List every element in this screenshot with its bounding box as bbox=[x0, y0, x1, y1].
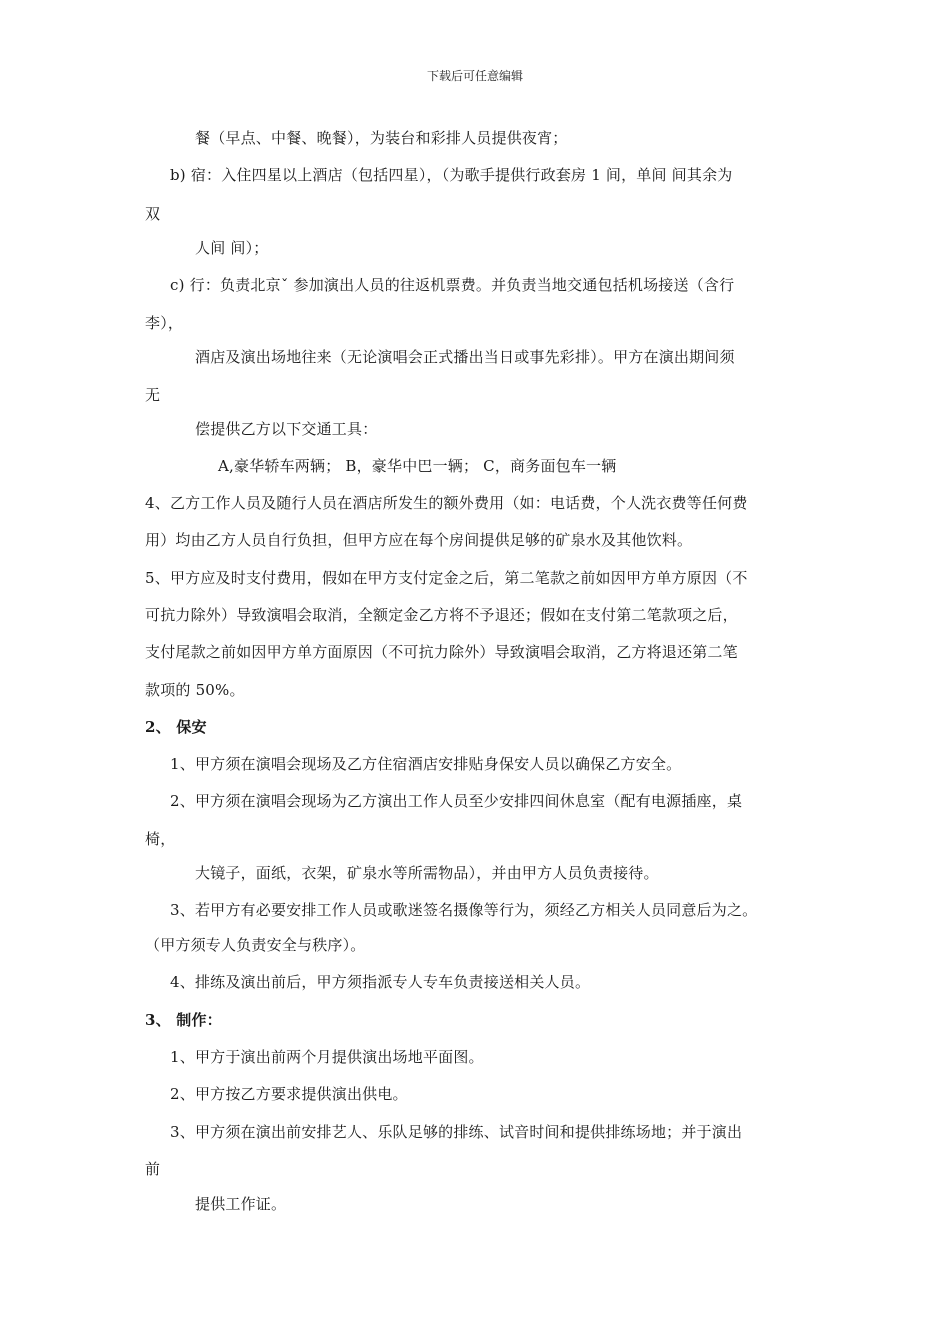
body-line: 大镜子，面纸，衣架，矿泉水等所需物品），并由甲方人员负责接待。 bbox=[195, 864, 659, 882]
body-line: 1、甲方须在演唱会现场及乙方住宿酒店安排贴身保安人员以确保乙方安全。 bbox=[170, 755, 682, 773]
body-line: A,豪华轿车两辆； B，豪华中巴一辆； C，商务面包车一辆 bbox=[218, 457, 617, 475]
body-line: 2、甲方须在演唱会现场为乙方演出工作人员至少安排四间休息室（配有电源插座，桌 bbox=[170, 792, 743, 810]
body-line: 3、甲方须在演出前安排艺人、乐队足够的排练、试音时间和提供排练场地；并于演出 bbox=[170, 1123, 743, 1141]
body-line: 4、排练及演出前后，甲方须指派专人专车负责接送相关人员。 bbox=[170, 973, 591, 991]
body-line: 人间 间）； bbox=[195, 239, 269, 257]
page-header: 下载后可任意编辑 bbox=[426, 69, 523, 83]
body-line: 餐（早点、中餐、晚餐），为装台和彩排人员提供夜宵； bbox=[195, 129, 568, 147]
body-line: 酒店及演出场地往来（无论演唱会正式播出当日或事先彩排）。甲方在演出期间须 bbox=[195, 348, 735, 366]
body-line: 2、甲方按乙方要求提供演出供电。 bbox=[170, 1085, 408, 1103]
body-line: 偿提供乙方以下交通工具： bbox=[195, 420, 378, 438]
body-line: 用）均由乙方人员自行负担，但甲方应在每个房间提供足够的矿泉水及其他饮料。 bbox=[145, 531, 693, 549]
body-line: 支付尾款之前如因甲方单方面原因（不可抗力除外）导致演唱会取消，乙方将退还第二笔 bbox=[145, 643, 738, 661]
body-line: 双 bbox=[145, 205, 161, 223]
body-line: 无 bbox=[145, 386, 161, 404]
body-line: 可抗力除外）导致演唱会取消，全额定金乙方将不予退还；假如在支付第二笔款项之后， bbox=[145, 606, 738, 624]
body-line: 椅， bbox=[145, 830, 176, 848]
section-heading: 3、 制作： bbox=[145, 1011, 222, 1029]
body-line: （甲方须专人负责安全与秩序）。 bbox=[145, 936, 366, 954]
body-line: 4、乙方工作人员及随行人员在酒店所发生的额外费用（如：电话费，个人洗衣费等任何费 bbox=[145, 494, 748, 512]
body-line: 李）， bbox=[145, 314, 184, 332]
body-line: 5、甲方应及时支付费用，假如在甲方支付定金之后，第二笔款之前如因甲方单方原因（不 bbox=[145, 569, 748, 587]
body-line: 1、甲方于演出前两个月提供演出场地平面图。 bbox=[170, 1048, 484, 1066]
body-line: b) 宿：入住四星以上酒店（包括四星），（为歌手提供行政套房 1 间，单间 间其余为 bbox=[170, 166, 733, 184]
section-heading: 2、 保安 bbox=[145, 718, 207, 736]
body-line: 前 bbox=[145, 1160, 161, 1178]
body-line: 款项的 50%。 bbox=[145, 681, 245, 699]
body-line: 3、若甲方有必要安排工作人员或歌迷签名摄像等行为，须经乙方相关人员同意后为之。 bbox=[170, 901, 758, 919]
body-line: c) 行：负责北京ˇ 参加演出人员的往返机票费。并负责当地交通包括机场接送（含行 bbox=[170, 276, 735, 294]
body-line: 提供工作证。 bbox=[195, 1195, 287, 1213]
